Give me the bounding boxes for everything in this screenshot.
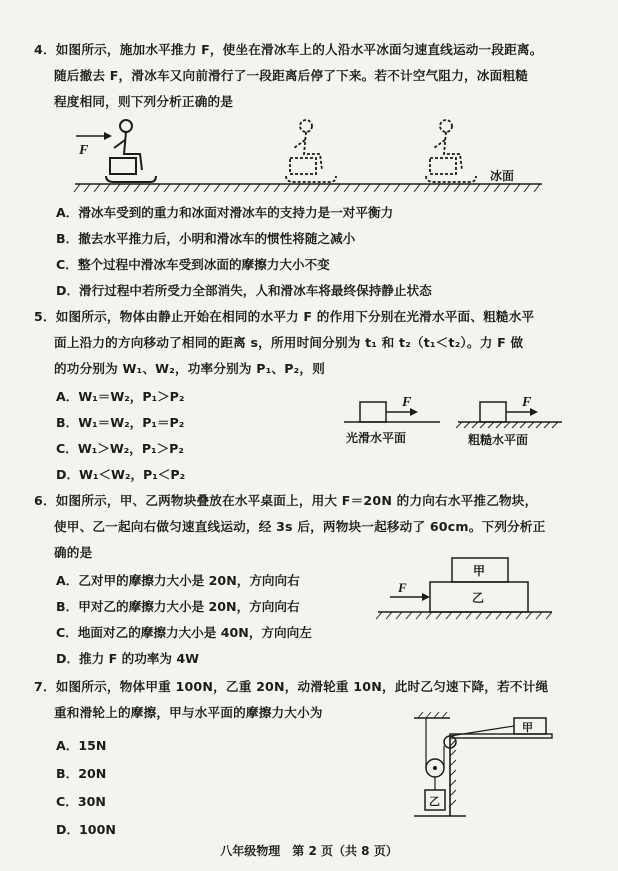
q7-option-d[interactable]: D．100N (56, 822, 116, 837)
sled-person-icon (106, 120, 156, 182)
q5-label-rough: 粗糙水平面 (468, 433, 529, 447)
q7-figure (410, 712, 560, 822)
q5-figure (340, 388, 570, 458)
q6-figure (372, 552, 562, 632)
q5-option-b[interactable]: B．W₁＝W₂，P₁＝P₂ (56, 415, 185, 430)
q7-option-c[interactable]: C．30N (56, 794, 106, 809)
q4-option-b[interactable]: B．撤去水平推力后，小明和滑冰车的惯性将随之减小 (56, 231, 356, 246)
q6-stem-line1: 6．如图所示，甲、乙两物块叠放在水平桌面上，用大 F＝20N 的力向右水平推乙物块， (34, 493, 538, 508)
q7-stem-line2: 重和滑轮上的摩擦，甲与水平面的摩擦力大小为 (54, 705, 323, 720)
q5-option-d[interactable]: D．W₁＜W₂，P₁＜P₂ (56, 467, 186, 482)
q6-option-c[interactable]: C．地面对乙的摩擦力大小是 40N，方向向左 (56, 625, 312, 640)
q4-option-c[interactable]: C．整个过程中滑冰车受到冰面的摩擦力大小不变 (56, 257, 330, 272)
q4-stem-line1: 4．如图所示，施加水平推力 F，使坐在滑冰车上的人沿水平冰面匀速直线运动一段距离。 (34, 42, 543, 57)
q6-block-top: 甲 (473, 564, 486, 578)
q4-surface-label: 冰面 (490, 169, 515, 183)
q5-option-c[interactable]: C．W₁＞W₂，P₁＞P₂ (56, 441, 184, 456)
q7-option-a[interactable]: A．15N (56, 738, 107, 753)
q4-figure (70, 118, 550, 198)
page-footer: 八年级物理 第 2 页（共 8 页） (220, 844, 398, 858)
q4-stem-line2: 随后撤去 F，滑冰车又向前滑行了一段距离后停了下来。若不计空气阻力，冰面粗糙 (54, 68, 528, 83)
q4-option-d[interactable]: D．滑行过程中若所受力全部消失，人和滑冰车将最终保持静止状态 (56, 283, 432, 298)
q4-force-label: F (79, 143, 89, 158)
q6-option-d[interactable]: D．推力 F 的功率为 4W (56, 651, 200, 666)
q7-stem-line1: 7．如图所示，物体甲重 100N，乙重 20N，动滑轮重 10N，此时乙匀速下降，若不计绳 (34, 679, 549, 694)
q6-stem-line3: 确的是 (54, 545, 93, 560)
sled-ghost-icon (286, 120, 336, 182)
q6-option-b[interactable]: B．甲对乙的摩擦力大小是 20N，方向向右 (56, 599, 300, 614)
q6-force-label: F (398, 580, 407, 595)
q5-option-a[interactable]: A．W₁＝W₂，P₁＞P₂ (56, 389, 185, 404)
q6-block-bottom: 乙 (472, 591, 485, 605)
q7-block-a: 甲 (522, 721, 533, 734)
q7-block-b: 乙 (429, 795, 440, 808)
sled-ghost-icon (426, 120, 476, 182)
q5-force-label-right: F (522, 395, 532, 410)
q5-force-label-left: F (402, 395, 412, 410)
q4-option-a[interactable]: A．滑冰车受到的重力和冰面对滑冰车的支持力是一对平衡力 (56, 205, 394, 220)
q6-option-a[interactable]: A．乙对甲的摩擦力大小是 20N，方向向右 (56, 573, 300, 588)
q5-label-smooth: 光滑水平面 (346, 431, 407, 445)
q6-stem-line2: 使甲、乙一起向右做匀速直线运动，经 3s 后，两物块一起移动了 60cm。下列分析正 (54, 519, 546, 534)
q5-stem-line3: 的功分别为 W₁、W₂，功率分别为 P₁、P₂，则 (54, 361, 325, 376)
q7-option-b[interactable]: B．20N (56, 766, 107, 781)
q4-stem-line3: 程度相同，则下列分析正确的是 (54, 94, 234, 109)
q5-stem-line1: 5．如图所示，物体由静止开始在相同的水平力 F 的作用下分别在光滑水平面、粗糙水平 (34, 309, 535, 324)
q5-stem-line2: 面上沿力的方向移动了相同的距离 s，所用时间分别为 t₁ 和 t₂（t₁＜t₂）。力 F 做 (54, 335, 524, 350)
